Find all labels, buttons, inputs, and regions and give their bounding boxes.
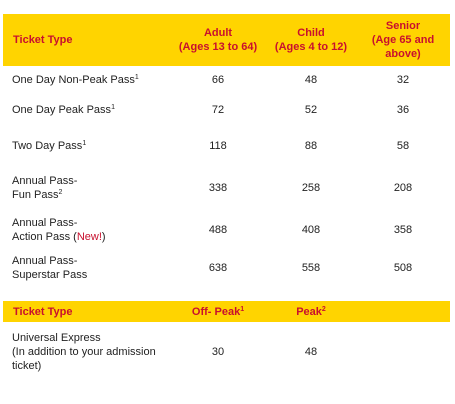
child-price: 408 [301,224,321,236]
table-row [3,250,450,286]
ticket-name-line2 [12,188,170,202]
table-row [3,127,450,165]
senior-header-line2: (Age 65 and [371,34,435,46]
senior-header-line1: Senior [385,20,421,32]
footnote-marker: 1 [240,305,245,313]
peak-price: 48 [304,346,318,358]
footnote-marker: 2 [321,305,326,313]
ticket-name-text: Action Pass ( [12,231,77,243]
offpeak-header [170,301,266,322]
peak-header [266,301,356,322]
adult-header [170,14,266,66]
ticket-name-tail: ) [101,231,106,243]
ticket-name-text: One Day Non-Peak Pass [12,73,135,86]
adult-price: 638 [208,262,228,274]
child-price: 88 [304,140,318,152]
ticket-name [3,250,170,286]
ticket-name-line2: Superstar Pass [12,269,88,281]
ticket-name [3,210,170,250]
adult-price: 118 [209,140,227,152]
offpeak-price: 30 [211,346,225,358]
express-name-line2: (In addition to your admission [12,346,156,358]
adult-price: 338 [208,181,228,194]
peak-header-text: Peak [296,305,322,318]
ticket-header-row [3,14,450,66]
ticket-name [3,165,170,210]
ticket-name-text: One Day Peak Pass [12,104,112,116]
adult-header-line2: (Ages 13 to 64) [178,41,258,53]
table-row [3,210,450,250]
footnote-marker: 1 [134,73,139,81]
senior-price: 208 [393,181,413,194]
footnote-marker: 1 [111,104,115,111]
senior-price: 32 [396,73,410,86]
table-row [3,165,450,210]
child-price: 48 [304,73,318,86]
child-price: 52 [304,104,318,116]
ticket-name [3,93,170,127]
senior-price: 36 [396,104,410,116]
table-row [3,66,450,93]
senior-price: 358 [393,224,413,236]
express-name-line3: ticket) [12,360,42,372]
ticket-name-line2 [12,230,170,244]
senior-price: 58 [396,140,410,152]
express-header-row [3,301,450,322]
senior-header [356,14,450,66]
child-header [266,14,356,66]
ticket-name-text: Two Day Pass [12,140,83,152]
child-price: 258 [301,181,321,194]
ticket-name-text: Fun Pass [12,188,59,201]
table-row [3,93,450,127]
empty-cell [356,322,450,382]
senior-header-line3: above) [385,48,421,60]
footnote-marker: 2 [58,188,63,196]
offpeak-header-text: Off- Peak [191,305,241,318]
express-prices-table [3,301,450,382]
footnote-marker: 1 [82,140,87,147]
ticket-name-line1: Annual Pass- [12,174,78,187]
child-header-line2: (Ages 4 to 12) [274,41,348,53]
express-name [3,322,170,382]
express-ticket-type-header: Ticket Type [13,305,73,318]
child-header-line1: Child [297,27,325,39]
express-name-line1: Universal Express [12,332,101,344]
child-price: 558 [301,262,321,274]
table-row [3,322,450,382]
new-badge: New! [76,231,102,243]
senior-price: 508 [393,262,413,274]
adult-price: 66 [211,73,225,86]
adult-price: 72 [211,104,225,116]
adult-price: 488 [208,224,228,236]
ticket-prices-table [3,14,450,286]
adult-header-line1: Adult [203,27,233,39]
empty-header [356,301,450,322]
ticket-name-line1: Annual Pass- [12,255,78,267]
ticket-name [3,127,170,165]
ticket-type-header: Ticket Type [13,34,73,46]
ticket-name [3,66,170,93]
ticket-name-line1: Annual Pass- [12,217,78,229]
